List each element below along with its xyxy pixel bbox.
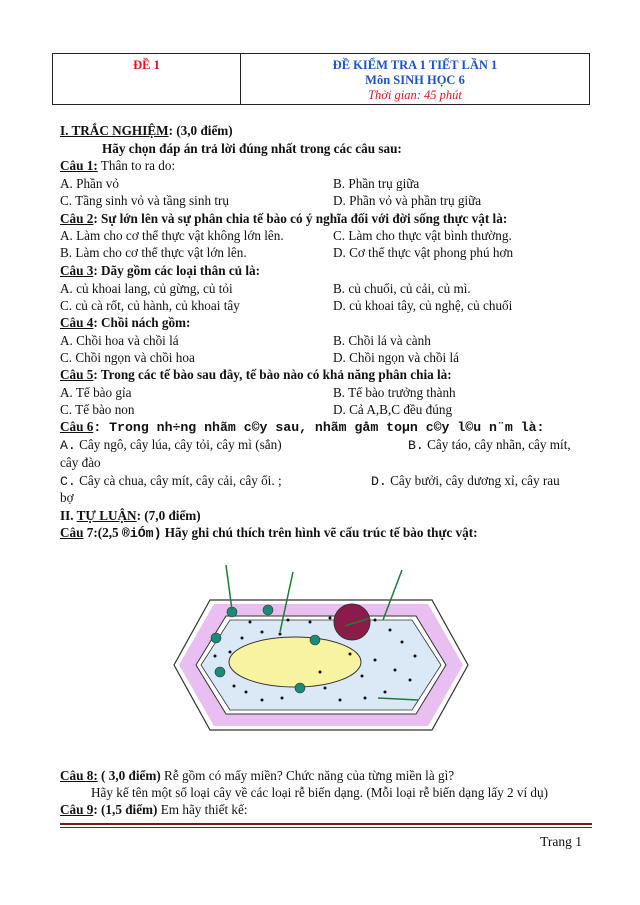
dot: [287, 619, 290, 622]
q4-text: : Chồi nách gồm:: [93, 315, 191, 330]
q8-label: Câu 8:: [60, 768, 98, 783]
exam-time: Thời gian: 45 phút: [368, 88, 462, 102]
q7-text: Hãy ghi chú thích trên hình vẽ cấu trúc tế bào thực vật:: [161, 525, 478, 540]
dot: [364, 697, 367, 700]
plant-cell-diagram: [170, 560, 470, 755]
q3-option-b: B. củ chuối, củ cải, củ mì.: [333, 281, 471, 296]
q3-option-c: C. củ cà rốt, củ hành, củ khoai tây: [60, 298, 240, 313]
q6-option-d-continued: bợ: [60, 490, 74, 505]
q5-option-d: D. Cả A,B,C đều đúng: [333, 402, 453, 417]
dot: [349, 653, 352, 656]
dot: [261, 699, 264, 702]
q4-option-b: B. Chồi lá và cành: [333, 333, 431, 348]
q4-option-a: A. Chồi hoa và chồi lá: [60, 333, 179, 348]
nucleus: [334, 604, 370, 640]
q6-option-c: [60, 473, 282, 490]
dot: [241, 637, 244, 640]
dot: [245, 691, 248, 694]
part2-title-main: TỰ LUẬN: [76, 508, 137, 523]
q4-option-c: C. Chồi ngọn và chồi hoa: [60, 350, 195, 365]
q3-text: : Dãy gồm các loại thân củ là:: [93, 263, 261, 278]
part2-title-num: II.: [60, 508, 77, 523]
q3-label: Câu 3: [60, 263, 94, 278]
dot: [309, 621, 312, 624]
q9-label: Câu 9: [60, 802, 94, 817]
q5-text: : Trong các tế bào sau đây, tế bào nào có khả năng phân chia là:: [93, 367, 452, 382]
q1-option-a: A. Phần vỏ: [60, 176, 119, 191]
chloroplast: [211, 633, 221, 643]
q6-option-c-text: Cây cà chua, cây mít, cây cải, cây ổi. ;: [75, 473, 282, 488]
q7-score: 7:(2,5: [83, 525, 122, 540]
exam-subject: Môn SINH HỌC 6: [365, 73, 465, 87]
q9-text: Em hãy thiết kế:: [157, 802, 248, 817]
q2-option-b: B. Làm cho cơ thể thực vật lớn lên.: [60, 245, 247, 260]
dot: [324, 687, 327, 690]
q1-option-b: B. Phần trụ giữa: [333, 176, 420, 191]
q1-label: Câu 1:: [60, 158, 98, 173]
q1-option-d: D. Phần vỏ và phần trụ giữa: [333, 193, 482, 208]
q5-option-a: A. Tế bào gỉa: [60, 385, 132, 400]
exam-title: ĐỀ KIỂM TRA 1 TIẾT LẦN 1: [332, 58, 498, 72]
page-number: Trang 1: [540, 834, 582, 849]
q1-text: Thân to ra do:: [97, 158, 176, 173]
dot: [319, 671, 322, 674]
dot: [329, 617, 332, 620]
dot: [233, 685, 236, 688]
header-table: [52, 53, 590, 105]
dot: [361, 675, 364, 678]
q3-stem: [60, 263, 260, 279]
part1-title-main: I. TRẮC NGHIỆM: [60, 123, 169, 138]
dot: [214, 655, 217, 658]
q6-option-b-continued: cây đào: [60, 455, 101, 470]
q1-option-c: C. Tầng sinh vỏ và tầng sinh trụ: [60, 193, 229, 208]
exam-code: ĐỀ 1: [53, 54, 241, 104]
q6-option-c-letter: C.: [60, 474, 76, 489]
q6-option-d-letter: D.: [371, 474, 387, 489]
dot: [279, 633, 282, 636]
footer-rule: [60, 823, 592, 825]
dot: [384, 691, 387, 694]
q7-score-unit: ®iÓm): [121, 526, 162, 541]
q2-stem: [60, 211, 507, 227]
q6-option-b-text: Cây táo, cây nhãn, cây mít,: [423, 437, 571, 452]
dot: [374, 659, 377, 662]
q3-option-a: A. củ khoai lang, củ gừng, củ tỏi: [60, 281, 233, 296]
part1-title: [60, 123, 233, 139]
q6-option-a-letter: A.: [60, 438, 76, 453]
q5-option-b: B. Tế bào trưởng thành: [333, 385, 456, 400]
chloroplast: [263, 605, 273, 615]
dot: [339, 699, 342, 702]
footer-rule-thin: [60, 827, 592, 828]
dot: [394, 669, 397, 672]
q4-stem: [60, 315, 190, 331]
q2-option-c: C. Làm cho thực vật bình thường.: [333, 228, 512, 243]
q6-stem: [60, 419, 544, 436]
q9-score: : (1,5 điểm): [93, 802, 158, 817]
q8-line2: Hãy kể tên một số loại cây về các loại rễ biến dạng. (Mỗi loại rễ biến dạng lấy 2 ví dụ): [91, 785, 549, 800]
q1-stem: [60, 158, 175, 174]
header-info: [241, 54, 589, 104]
chloroplast: [295, 683, 305, 693]
q4-option-d: D. Chồi ngọn và chồi lá: [333, 350, 459, 365]
q6-option-d: [371, 473, 560, 490]
q7-label: Câu: [60, 525, 84, 540]
q6-option-b: [408, 437, 571, 454]
dot: [389, 629, 392, 632]
dot: [229, 651, 232, 654]
q6-option-a: [60, 437, 282, 454]
q5-stem: [60, 367, 452, 383]
q8-stem: [60, 768, 454, 784]
q6-option-d-text: Cây bưởi, cây dương xỉ, cây rau: [386, 473, 560, 488]
q4-label: Câu 4: [60, 315, 94, 330]
dot: [281, 697, 284, 700]
part2-title-score: : (7,0 điểm): [136, 508, 201, 523]
q8-text: Rễ gồm có mấy miền? Chức năng của từng miền là gì?: [160, 768, 455, 783]
q7-stem: [60, 525, 478, 542]
q6-option-b-letter: B.: [408, 438, 424, 453]
part1-title-score: : (3,0 điểm): [168, 123, 233, 138]
dot: [374, 619, 377, 622]
chloroplast: [310, 635, 320, 645]
dot: [261, 631, 264, 634]
q2-option-d: D. Cơ thể thực vật phong phú hơn: [333, 245, 514, 260]
q9-stem: [60, 802, 248, 818]
q3-option-d: D. củ khoai tây, củ nghệ, củ chuối: [333, 298, 513, 313]
q5-label: Câu 5: [60, 367, 94, 382]
q6-label: Câu 6: [60, 419, 94, 434]
dot: [401, 641, 404, 644]
dot: [409, 679, 412, 682]
q2-option-a: A. Làm cho cơ thể thực vật không lớn lên.: [60, 228, 284, 243]
q2-text: : Sự lớn lên và sự phân chia tế bào có ý nghĩa đối với đời sống thực vật là:: [93, 211, 508, 226]
dot: [249, 621, 252, 624]
vacuole: [229, 637, 361, 687]
part1-instruction: Hãy chọn đáp án trả lời đúng nhất trong các câu sau:: [102, 141, 402, 156]
part2-title: [60, 508, 201, 524]
q8-score: ( 3,0 điểm): [97, 768, 161, 783]
q6-text: : Trong nh÷ng nhãm c©y sau, nhãm gåm toµn c©y l©u n¨m là:: [93, 420, 545, 435]
dot: [414, 655, 417, 658]
q5-option-c: C. Tế bào non: [60, 402, 135, 417]
q6-option-a-text: Cây ngô, cây lúa, cây tỏi, cây mì (sắn): [75, 437, 282, 452]
chloroplast: [215, 667, 225, 677]
q2-label: Câu 2: [60, 211, 94, 226]
